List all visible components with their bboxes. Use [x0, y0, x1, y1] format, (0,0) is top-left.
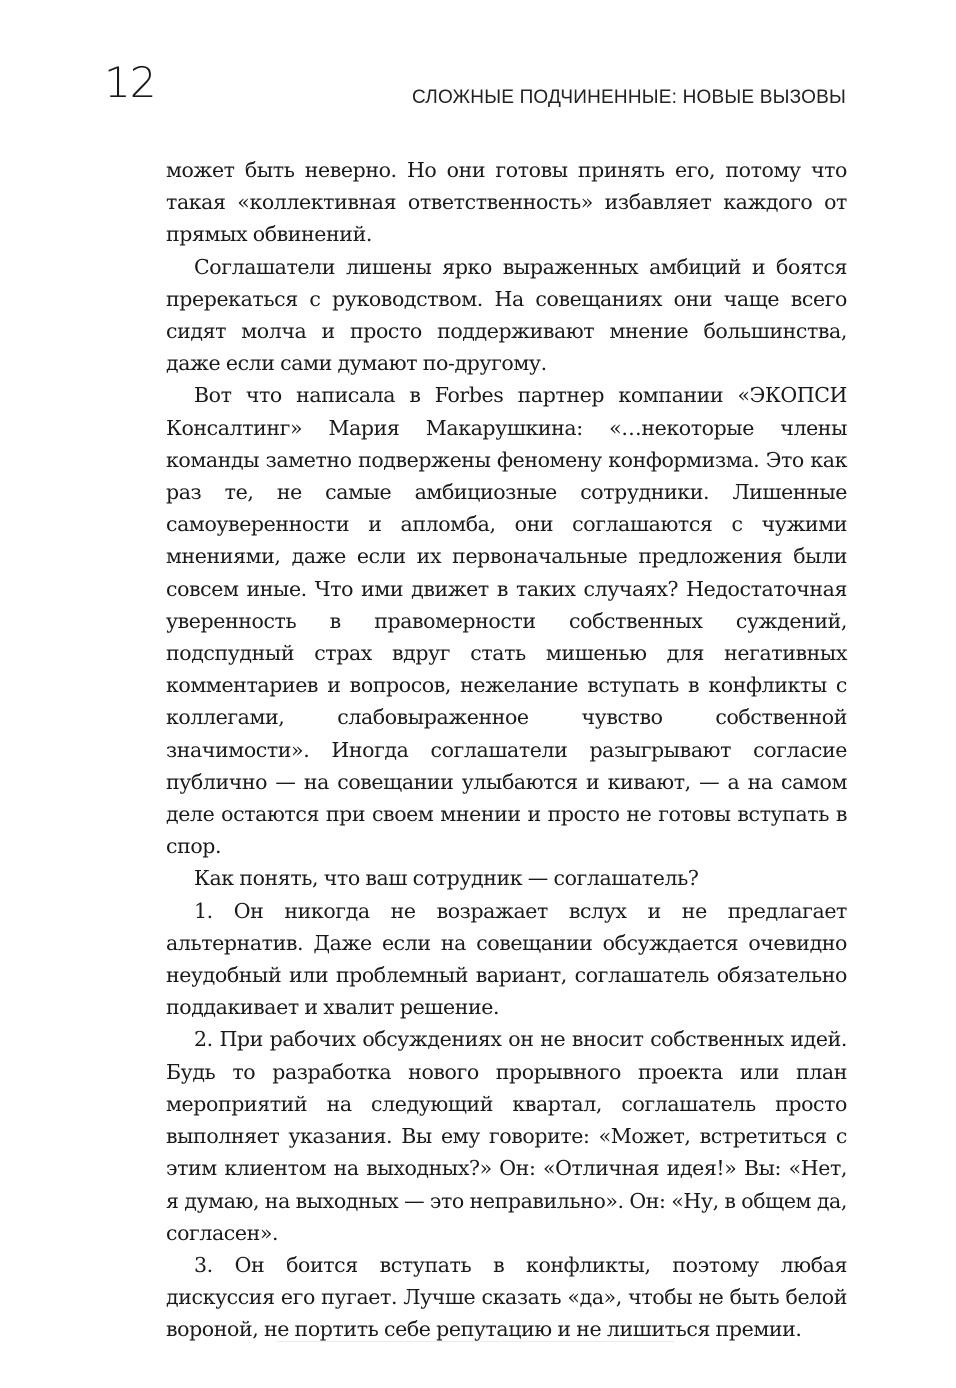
list-item-paragraph: 2. При рабочих обсуждениях он не вносит собственных идей. Будь то разработка нового прорывного проекта или план мероприятий на следующий квартал, соглашатель просто выполняет указания. Вы ему говорите: «Может, встретиться с этим клиентом на выходных?» Он: «Отличная идея!» Вы: «Нет, я думаю, на выходных — это неправильно». Он: «Ну, в общем да, согласен». — [166, 1027, 847, 1245]
bottom-rule — [276, 1341, 674, 1342]
running-head: СЛОЖНЫЕ ПОДЧИНЕННЫЕ: НОВЫЕ ВЫЗОВЫ — [412, 87, 846, 108]
body-text — [166, 154, 847, 1346]
paragraph: Соглашатели лишены ярко выраженных амбиций и боятся пререкаться с руководством. На совещаниях они чаще всего сидят молча и просто поддерживают мнение большинства, даже если сами думают по-другому. — [166, 254, 847, 376]
list-item-paragraph: 1. Он никогда не возражает вслух и не предлагает альтернатив. Даже если на совещании обсуждается очевидно неудобный или проблемный вариант, соглашатель обязательно поддакивает и хвалит решение. — [166, 898, 847, 1020]
paragraph: может быть неверно. Но они готовы принять его, потому что такая «коллективная ответственность» избавляет каждого от прямых обвинений. — [166, 158, 847, 247]
paragraph: Вот что написала в Forbes партнер компании «ЭКОПСИ Консалтинг» Мария Макарушкина: «…некоторые члены команды заметно подвержены феномену конформизма. Это как раз те, не самые амбициозные сотрудники. Лишенные самоуверенности и апломба, они соглашаются с чужими мнениями, даже если их первоначальные предложения были совсем иные. Что ими движет в таких случаях? Недостаточная уверенность в правомерности собственных суждений, подспудный страх вдруг стать мишенью для негативных комментариев и вопросов, нежелание вступать в конфликты с коллегами, слабовыраженное чувство собственной значимости». Иногда соглашатели разыгрывают согласие публично — на совещании улыбаются и кивают, — а на самом деле остаются при своем мнении и просто не готовы вступать в спор. — [166, 383, 847, 859]
page-number: 12 — [104, 58, 156, 107]
list-item-paragraph: 3. Он боится вступать в конфликты, поэтому любая дискуссия его пугает. Лучше сказать «да», чтобы не быть белой вороной, не портить себе репутацию и не лишиться премии. — [166, 1252, 847, 1342]
paragraph: Как понять, что ваш сотрудник — соглашатель? — [194, 866, 699, 891]
